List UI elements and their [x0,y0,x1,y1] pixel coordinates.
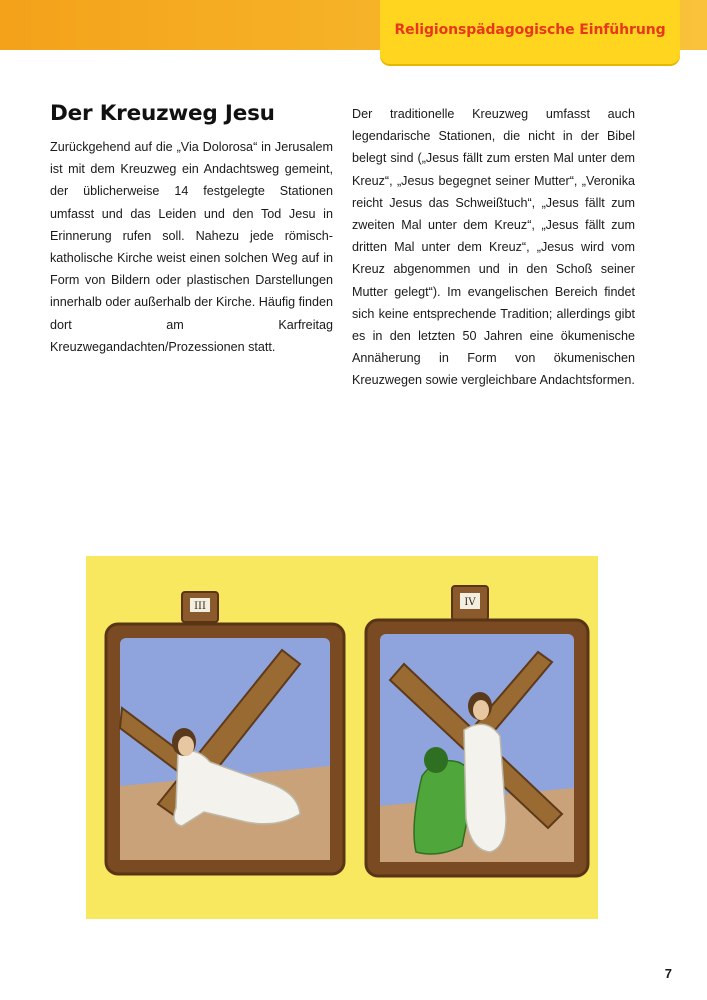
right-column [352,103,635,392]
page-title: Der Kreuzweg Jesu [50,101,275,126]
tradition-paragraph: Der traditionelle Kreuzweg umfasst auch legendarische Stationen, die nicht in der Bibel belegt sind („Jesus fällt zum ersten Mal unter dem Kreuz“, „Jesus begegnet seiner Mutter“, „Veronika reicht Jesus das Schweißtuch“, „Jesus fällt zum zweiten Mal unter dem Kreuz“, „Jesus fällt zum dritten Mal unter dem Kreuz“, „Jesus wird vom Kreuz abgenommen und in den Schoß seiner Mutter gelegt“). Im evangelischen Bereich findet sich keine entsprechende Tradition; allerdings gibt es in den letzten 50 Jahren eine ökumenische Annäherung in Form von ökumenischen Kreuzwegen sowie vergleichbare Andachtsformen. [352,107,635,388]
station-numeral-right: IV [464,597,476,608]
intro-paragraph: Zurückgehend auf die „Via Dolorosa“ in Jerusalem ist mit dem Kreuzweg ein Andachtsweg gemeint, der üblicherweise 14 festgelegte Stationen umfasst und das Leiden und den Tod Jesu in Erinnerung rufen soll. Nahezu jede römisch-katholische Kirche weist einen solchen Weg auf in Form von Bildern oder plastischen Darstellungen innerhalb oder außerhalb der Kirche. Häufig finden dort am Karfreitag Kreuzwegandachten/Prozessionen statt. [50,140,333,354]
page-number: 7 [664,966,672,981]
stations-illustration [86,556,598,919]
station-frame-left [106,592,344,874]
section-title: Religionspädagogische Einführung [394,22,666,38]
section-tab [380,0,680,64]
left-column [50,98,333,358]
station-frame-right [366,586,588,876]
station-numeral-left: III [194,601,206,612]
